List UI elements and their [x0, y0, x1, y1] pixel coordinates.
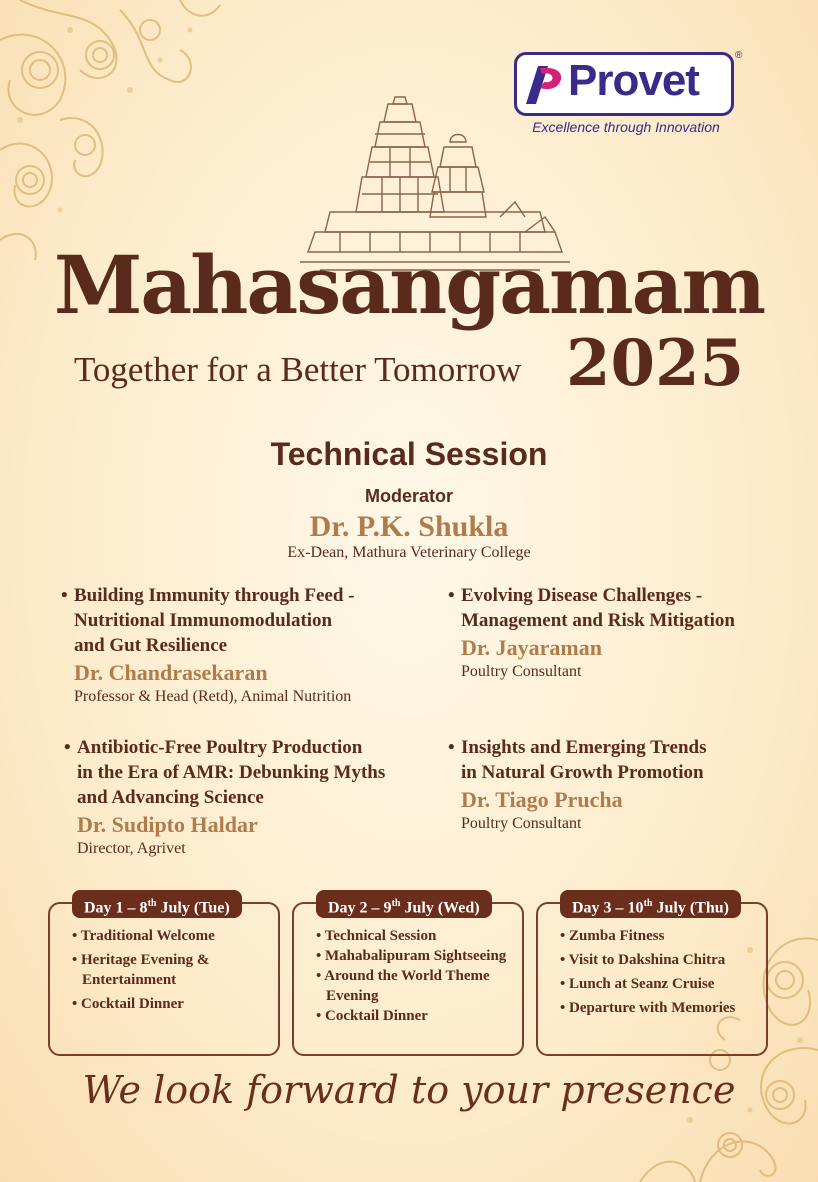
bullet-icon: •: [61, 585, 68, 606]
talk-speaker: Dr. Jayaraman: [461, 635, 602, 660]
talk-item: [64, 735, 437, 858]
talk-speaker-role: Poultry Consultant: [461, 815, 582, 832]
bullet-icon: •: [64, 737, 71, 758]
agenda-item: • Zumba Fitness: [560, 928, 665, 944]
event-year: 2025: [566, 326, 745, 401]
talk-title-line: and Gut Resilience: [74, 635, 228, 656]
bullet-icon: •: [448, 585, 455, 606]
session-title: Technical Session: [270, 436, 548, 472]
moderator-label: Moderator: [364, 486, 453, 506]
ornament-top-left: [0, 0, 260, 270]
day-card-1: [48, 898, 280, 1056]
talk-title: [448, 735, 801, 785]
event-title: Mahasangamam: [53, 238, 765, 332]
talk-item: [61, 583, 434, 706]
talk-speaker: Dr. Chandrasekaran: [74, 660, 268, 685]
talk-title-line: Nutritional Immunomodulation: [74, 610, 333, 631]
day-header: Day 3 – 10th July (Thu): [560, 890, 741, 918]
talk-title-line: Antibiotic-Free Poultry Production: [77, 737, 363, 758]
day-card-2: [292, 898, 524, 1056]
talk-speaker-role: Director, Agrivet: [77, 840, 186, 857]
talk-title-line: Management and Risk Mitigation: [461, 610, 735, 631]
agenda-item: • Around the World Theme Evening: [316, 968, 490, 1004]
talk-item: [448, 583, 801, 681]
moderator-role: Ex-Dean, Mathura Veterinary College: [287, 544, 531, 561]
logo-registered-mark: ®: [735, 50, 743, 61]
agenda-item: • Technical Session: [316, 928, 437, 944]
day-header: Day 1 – 8th July (Tue): [72, 890, 242, 918]
moderator-name: Dr. P.K. Shukla: [309, 510, 509, 543]
day-header: Day 2 – 9th July (Wed): [316, 890, 492, 918]
talk-title: [448, 583, 801, 633]
agenda-item: • Visit to Dakshina Chitra: [560, 952, 726, 968]
day-agenda-list: [316, 926, 514, 1026]
talk-title: [64, 735, 437, 810]
day-card-3: [536, 898, 768, 1056]
talk-title-line: in Natural Growth Promotion: [461, 762, 704, 783]
logo-tagline: Excellence through Innovation: [532, 119, 720, 135]
talk-title-line: Evolving Disease Challenges -: [461, 585, 703, 606]
agenda-item: • Mahabalipuram Sightseeing: [316, 948, 507, 964]
talk-title-line: and Advancing Science: [77, 787, 264, 808]
provet-logo-icon: [522, 60, 566, 108]
talk-speaker-role: Poultry Consultant: [461, 663, 582, 680]
agenda-item: • Departure with Memories: [560, 1000, 736, 1016]
talk-title-line: Building Immunity through Feed -: [74, 585, 355, 606]
event-tagline: Together for a Better Tomorrow: [74, 350, 522, 389]
day-agenda-list: [72, 926, 270, 1018]
closing-message: We look forward to your presence: [82, 1068, 736, 1112]
bullet-icon: •: [448, 737, 455, 758]
day-agenda-list: [560, 926, 758, 1022]
talk-title: [61, 583, 434, 658]
talk-speaker: Dr. Sudipto Haldar: [77, 812, 258, 837]
agenda-item: • Traditional Welcome: [72, 928, 215, 944]
agenda-item: • Cocktail Dinner: [316, 1008, 428, 1024]
agenda-item: • Heritage Evening & Entertainment: [72, 952, 210, 988]
agenda-item: • Cocktail Dinner: [72, 996, 184, 1012]
talk-speaker-role: Professor & Head (Retd), Animal Nutrition: [74, 688, 352, 705]
agenda-item: • Lunch at Seanz Cruise: [560, 976, 715, 992]
talk-speaker: Dr. Tiago Prucha: [461, 787, 623, 812]
talk-item: [448, 735, 801, 833]
talk-title-line: Insights and Emerging Trends: [461, 737, 707, 758]
talk-title-line: in the Era of AMR: Debunking Myths: [77, 762, 386, 783]
logo-name: Provet: [568, 56, 699, 105]
